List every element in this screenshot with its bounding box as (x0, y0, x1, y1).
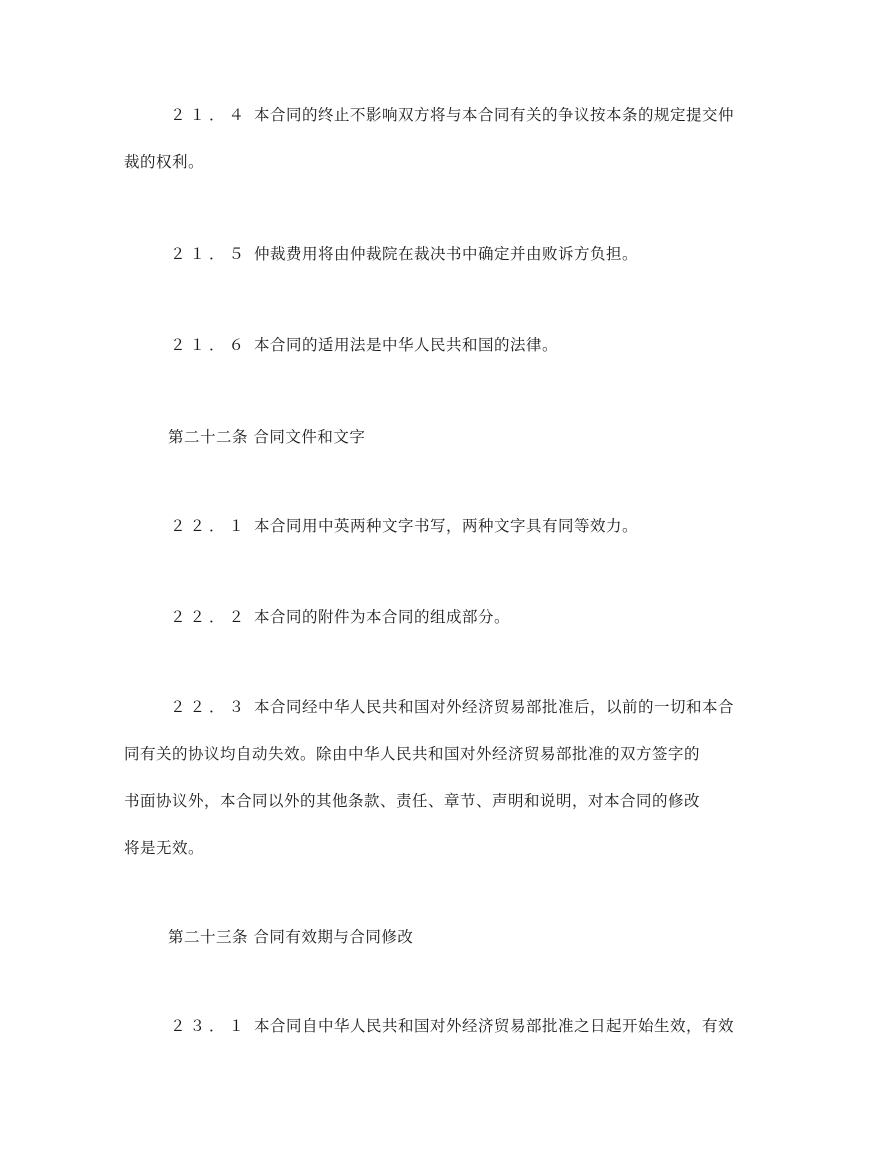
clause-number: ２３．１ (170, 1017, 249, 1035)
article-23-heading: 第二十三条 合同有效期与合同修改 (168, 928, 414, 946)
clause-number: ２１．６ (170, 336, 249, 354)
clause-21-5 (124, 231, 774, 278)
clause-line (124, 1003, 774, 1050)
clause-line (124, 594, 774, 641)
clause-number: ２１．４ (170, 106, 249, 124)
clause-22-2 (124, 594, 774, 641)
clause-text: 本合同的附件为本合同的组成部分。 (254, 608, 511, 626)
clause-22-3 (124, 684, 774, 872)
clause-line: 裁的权利。 (124, 153, 205, 171)
clause-line (124, 322, 774, 369)
clause-line (124, 503, 774, 550)
clause-text: 本合同自中华人民共和国对外经济贸易部批准之日起开始生效，有效 (254, 1017, 735, 1035)
clause-line: 同有关的协议均自动失效。除由中华人民共和国对外经济贸易部批准的双方签字的 (124, 745, 701, 763)
clause-number: ２２．３ (170, 698, 249, 716)
clause-21-6 (124, 322, 774, 369)
clause-number: ２２．２ (170, 608, 249, 626)
clause-line (124, 684, 774, 731)
clause-line (124, 92, 774, 139)
clause-text: 本合同的终止不影响双方将与本合同有关的争议按本条的规定提交仲 (254, 106, 735, 124)
clause-text: 本合同用中英两种文字书写，两种文字具有同等效力。 (254, 517, 639, 535)
clause-line: 书面协议外，本合同以外的其他条款、责任、章节、声明和说明，对本合同的修改 (124, 792, 701, 810)
clause-21-4 (124, 92, 774, 186)
clause-line (124, 231, 774, 278)
clause-text: 本合同经中华人民共和国对外经济贸易部批准后，以前的一切和本合 (254, 698, 735, 716)
article-22-heading: 第二十二条 合同文件和文字 (168, 428, 366, 446)
clause-number: ２２．１ (170, 517, 249, 535)
clause-23-1 (124, 1003, 774, 1050)
clause-text: 仲裁费用将由仲裁院在裁决书中确定并由败诉方负担。 (254, 245, 639, 263)
clause-number: ２１．５ (170, 245, 249, 263)
clause-line: 将是无效。 (124, 839, 205, 857)
clause-text: 本合同的适用法是中华人民共和国的法律。 (254, 336, 559, 354)
clause-22-1 (124, 503, 774, 550)
